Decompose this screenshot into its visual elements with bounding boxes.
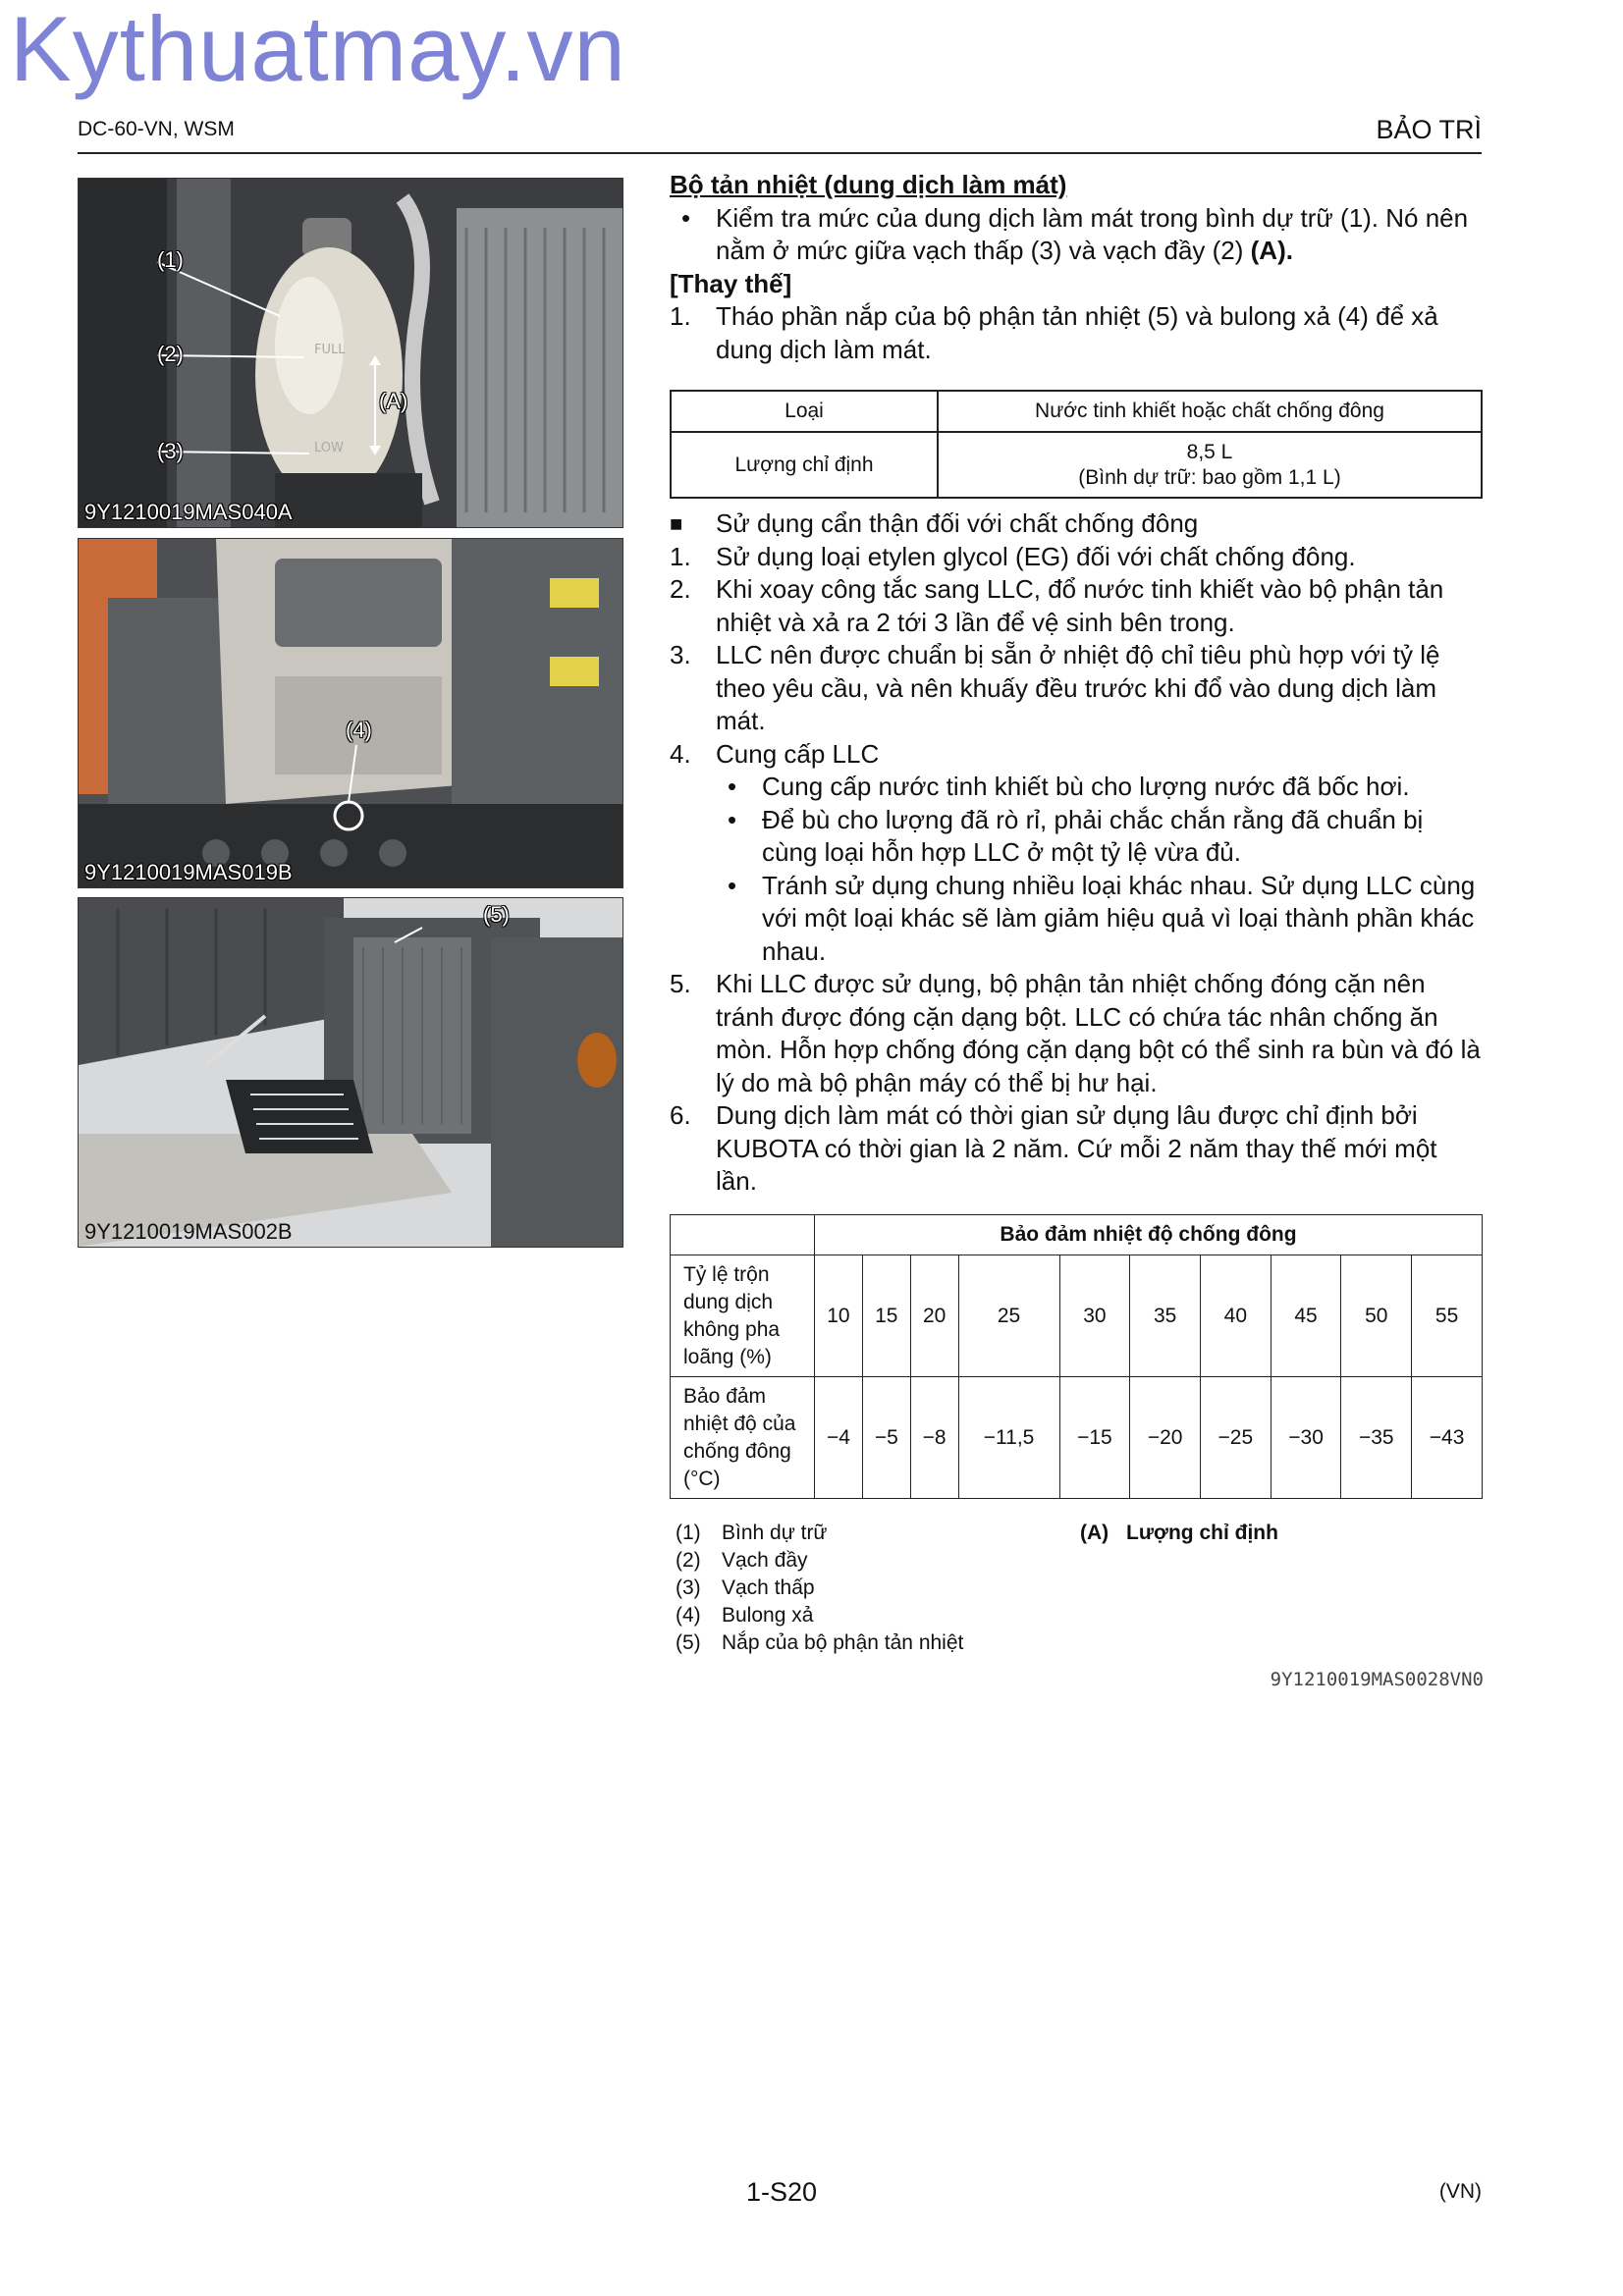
freeze-temp-cell: −4 xyxy=(815,1377,863,1499)
item-text: Dung dịch làm mát có thời gian sử dụng lâu được chỉ định bởi KUBOTA có thời gian là 2 năm. Cứ mỗi 2 năm thay thế mới một lần. xyxy=(716,1100,1437,1196)
callout-2: (2) xyxy=(157,342,184,366)
replace-step-1 xyxy=(670,300,1483,366)
item-number: 6. xyxy=(670,1100,691,1130)
tank-label-full: FULL xyxy=(314,343,346,357)
bullet-icon: • xyxy=(728,804,737,834)
mix-ratio-cell: 35 xyxy=(1130,1255,1201,1377)
item-text: LLC nên được chuẩn bị sẵn ở nhiệt độ chỉ tiêu phù hợp với tỷ lệ theo yêu cầu, và nên khuấy đều trước khi đổ vào dung dịch làm mát. xyxy=(716,640,1440,735)
freeze-temp-label: Bảo đảm nhiệt độ của chống đông (°C) xyxy=(671,1377,815,1499)
section-title: Bộ tản nhiệt (dung dịch làm mát) xyxy=(670,170,1067,199)
legend-number: (2) xyxy=(676,1549,701,1572)
item-number: 2. xyxy=(670,574,691,604)
spec-amount-line2: (Bình dự trữ: bao gồm 1,1 L) xyxy=(1078,465,1341,489)
photo-drain-bolt xyxy=(78,538,623,888)
mix-ratio-cell: 20 xyxy=(910,1255,958,1377)
legend-text: Bulong xả xyxy=(722,1604,814,1627)
sub-item-text: Để bù cho lượng đã rò rỉ, phải chắc chắn rằng đã chuẩn bị cùng loại hỗn hợp LLC ở một tỷ lệ vừa đủ. xyxy=(762,804,1424,867)
callout-5: (5) xyxy=(483,902,510,927)
header-section-title: BẢO TRÌ xyxy=(1376,115,1482,144)
freeze-temp-cell: −30 xyxy=(1271,1377,1341,1499)
replace-heading: [Thay thế] xyxy=(670,268,792,298)
bullet-icon: • xyxy=(728,870,737,900)
mix-ratio-cell: 30 xyxy=(1059,1255,1130,1377)
legend-item xyxy=(676,1575,963,1602)
caution-sub-item xyxy=(670,771,1483,804)
document-id: 9Y1210019MAS0028VN0 xyxy=(1270,1669,1484,1690)
mix-ratio-cell: 10 xyxy=(815,1255,863,1377)
watermark-logo: Kythuatmay.vn xyxy=(10,0,626,100)
spec-amount-label: Lượng chỉ định xyxy=(671,432,938,498)
check-bullet-text: Kiểm tra mức của dung dịch làm mát trong bình dự trữ (1). Nó nên nằm ở mức giữa vạch thấp (3) và vạch đầy (2) xyxy=(716,202,1469,265)
mix-ratio-cell: 40 xyxy=(1200,1255,1271,1377)
item-text: Khi xoay công tắc sang LLC, đổ nước tinh khiết vào bộ phận tản nhiệt và xả ra 2 tới 3 lần để vệ sinh bên trong. xyxy=(716,574,1444,637)
callout-4: (4) xyxy=(346,718,372,742)
item-number: 5. xyxy=(670,969,691,998)
legend-text: Lượng chỉ định xyxy=(1126,1522,1278,1544)
legend-number: (5) xyxy=(676,1631,701,1654)
caution-item xyxy=(670,1099,1483,1199)
language-code: (VN) xyxy=(1438,2180,1482,2203)
item-number: 4. xyxy=(670,738,691,769)
item-number: 3. xyxy=(670,640,691,669)
photo-id-2: 9Y1210019MAS019B xyxy=(84,860,293,884)
spec-amount-line1: 8,5 L xyxy=(1186,440,1233,463)
sub-item-text: Tránh sử dụng chung nhiều loại khác nhau. Sử dụng LLC cùng với một loại khác sẽ làm giảm hiệu quả vì loại thành phần khác nhau. xyxy=(762,870,1476,966)
item-number: 1. xyxy=(670,541,691,571)
legend-number: (A) xyxy=(1080,1522,1109,1544)
mix-ratio-cell: 50 xyxy=(1341,1255,1412,1377)
legend-number: (3) xyxy=(676,1576,701,1599)
check-bullet xyxy=(670,202,1483,268)
freeze-temp-cell: −43 xyxy=(1412,1377,1483,1499)
spec-type-value: Nước tinh khiết hoặc chất chống đông xyxy=(938,391,1482,432)
mix-ratio-cell: 25 xyxy=(958,1255,1059,1377)
bullet-icon: • xyxy=(681,202,691,233)
caution-title-row xyxy=(670,507,1483,541)
page-number: 1-S20 xyxy=(746,2177,818,2207)
radiator-section xyxy=(670,169,1483,366)
photo-id-3: 9Y1210019MAS002B xyxy=(84,1219,293,1244)
legend-item xyxy=(676,1520,963,1547)
tank-label-low: LOW xyxy=(314,441,344,455)
freeze-temp-cell: −35 xyxy=(1341,1377,1412,1499)
legend-item-A xyxy=(1080,1520,1278,1547)
antifreeze-table xyxy=(670,1214,1483,1499)
header-divider xyxy=(78,152,1482,154)
caution-sub-item xyxy=(670,804,1483,870)
callout-A: (A) xyxy=(379,389,408,413)
item-text: Khi LLC được sử dụng, bộ phận tản nhiệt chống đóng cặn nên tránh được đóng cặn dạng bột. LLC có chứa tác nhân chống ăn mòn. Hỗn hợp chống đóng cặn dạng bột có thể sinh ra bùn và đó là lý do mà bộ phận máy có thể bị hư hại. xyxy=(716,969,1481,1097)
antifreeze-caution xyxy=(670,507,1483,1199)
freeze-temp-cell: −15 xyxy=(1059,1377,1130,1499)
square-bullet-icon: ■ xyxy=(670,511,683,536)
step-text: Tháo phần nắp của bộ phận tản nhiệt (5) và bulong xả (4) để xả dung dịch làm mát. xyxy=(716,301,1438,364)
photo-id-1: 9Y1210019MAS040A xyxy=(84,500,293,524)
caution-title: Sử dụng cẩn thận đối với chất chống đông xyxy=(716,508,1199,538)
callout-1: (1) xyxy=(157,247,184,272)
legend-text: Vạch thấp xyxy=(722,1576,815,1599)
photo-radiator-cap xyxy=(78,897,623,1248)
step-number: 1. xyxy=(670,301,691,331)
caution-sub-item xyxy=(670,870,1483,969)
check-bullet-bold: (A). xyxy=(1250,236,1293,265)
legend-text: Bình dự trữ xyxy=(722,1522,828,1544)
bullet-icon: • xyxy=(728,772,737,801)
sub-item-text: Cung cấp nước tinh khiết bù cho lượng nước đã bốc hơi. xyxy=(762,772,1410,801)
freeze-temp-cell: −20 xyxy=(1130,1377,1201,1499)
legend-item xyxy=(676,1547,963,1575)
caution-item xyxy=(670,573,1483,639)
freeze-temp-cell: −5 xyxy=(862,1377,910,1499)
mix-ratio-cell: 55 xyxy=(1412,1255,1483,1377)
mix-ratio-cell: 45 xyxy=(1271,1255,1341,1377)
freeze-temp-cell: −11,5 xyxy=(958,1377,1059,1499)
legend-item xyxy=(676,1629,963,1657)
legend-number: (4) xyxy=(676,1604,701,1627)
item-text: Sử dụng loại etylen glycol (EG) đối với chất chống đông. xyxy=(716,541,1356,571)
legend-list xyxy=(676,1520,963,1657)
spec-amount-value xyxy=(938,432,1482,498)
legend-text: Nắp của bộ phận tản nhiệt xyxy=(722,1631,964,1654)
legend-item xyxy=(676,1602,963,1629)
photo-reserve-tank xyxy=(78,178,623,528)
mix-ratio-label: Tỷ lệ trộn dung dịch không pha loãng (%) xyxy=(671,1255,815,1377)
freeze-temp-cell: −8 xyxy=(910,1377,958,1499)
caution-item xyxy=(670,968,1483,1099)
caution-item xyxy=(670,738,1483,772)
item-text: Cung cấp LLC xyxy=(716,738,880,769)
header-doc-code: DC-60-VN, WSM xyxy=(78,118,235,140)
mix-ratio-cell: 15 xyxy=(862,1255,910,1377)
legend-number: (1) xyxy=(676,1522,701,1544)
coolant-spec-table xyxy=(670,390,1483,499)
freeze-temp-cell: −25 xyxy=(1200,1377,1271,1499)
caution-item xyxy=(670,639,1483,738)
antifreeze-table-header: Bảo đảm nhiệt độ chống đông xyxy=(815,1215,1483,1255)
callout-3: (3) xyxy=(157,439,184,463)
legend-text: Vạch đầy xyxy=(722,1549,808,1572)
spec-type-label: Loại xyxy=(671,391,938,432)
caution-item xyxy=(670,541,1483,574)
